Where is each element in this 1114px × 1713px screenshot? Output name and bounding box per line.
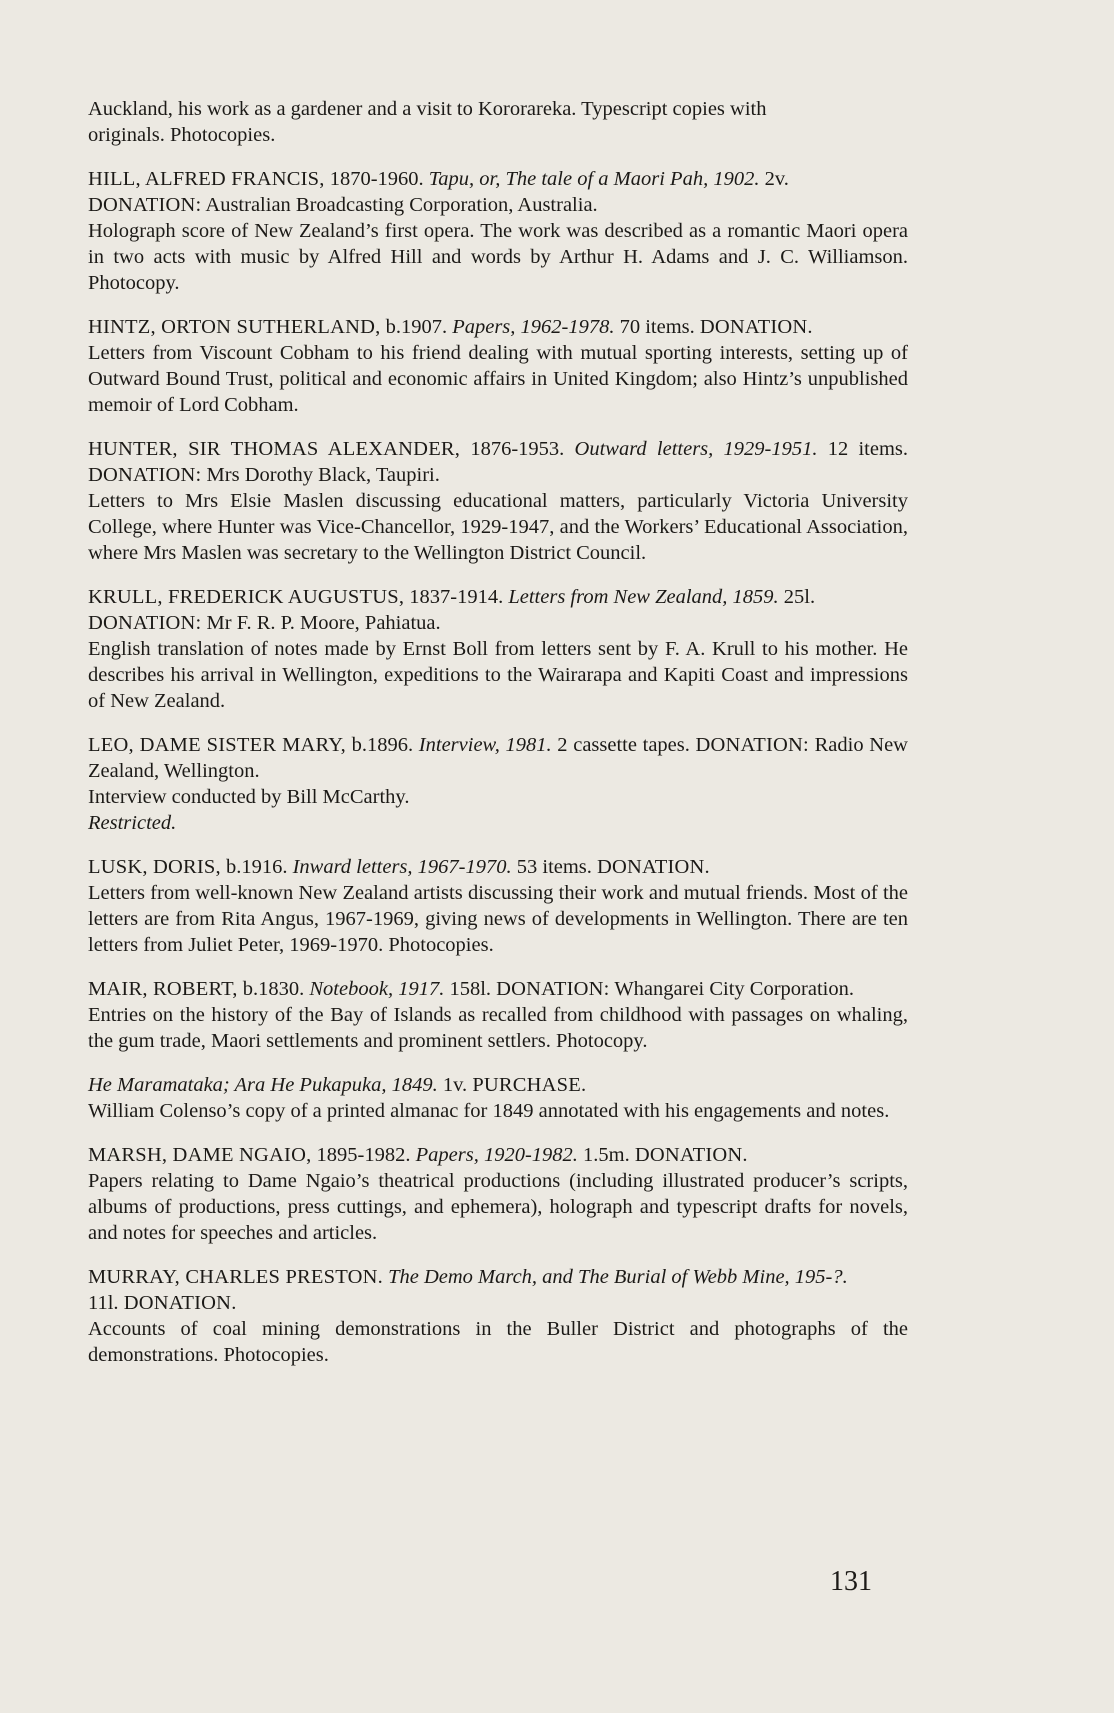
body-line: originals. Photocopies.: [88, 124, 276, 146]
entry-acquisition-label: DONATION.: [634, 1144, 748, 1166]
entry-acquisition-label: DONATION:: [695, 734, 809, 756]
entry-acquisition-text: Radio New Zealand, Wellington.: [88, 734, 908, 782]
entry-acquisition-label: DONATION.: [123, 1292, 237, 1314]
entry-acquisition-label: DONATION:: [88, 194, 202, 216]
entry-description: Letters to Mrs Elsie Maslen discussing educational matters, particularly Victoria University College, where Hunter was Vice-Chancellor, 1929-1947, and the Workers’ Educational Association, where Mrs Maslen was secretary to the Wellington District Council.: [88, 490, 908, 564]
entry-dates: 1876-1953.: [460, 438, 575, 460]
entry-description: Papers relating to Dame Ngaio’s theatrical productions (including illustrated producer’s scripts, albums of productions, press cuttings, and ephemera), holograph and typescript drafts for novels, and notes for speeches and articles.: [88, 1170, 908, 1244]
entry-description: Accounts of coal mining demonstrations in the Buller District and photographs of the demonstrations. Photocopies.: [88, 1318, 908, 1366]
entry-acquisition-label: DONATION:: [88, 612, 202, 634]
entry-name: LUSK, DORIS,: [88, 856, 221, 878]
entry-acquisition-label: DONATION:: [88, 464, 202, 486]
entry-title: He Maramataka; Ara He Pukapuka, 1849.: [88, 1074, 438, 1096]
entry-extent: 11l.: [88, 1292, 124, 1314]
entry-name: HILL, ALFRED FRANCIS,: [88, 168, 325, 190]
entry-name: MAIR, ROBERT,: [88, 978, 238, 1000]
entry-heading: [88, 1264, 908, 1316]
entry-maramataka: [88, 1072, 908, 1124]
entry-krull: [88, 584, 908, 714]
entry-dates: b.1916.: [220, 856, 293, 878]
entry-description: Entries on the history of the Bay of Islands as recalled from childhood with passages on whaling, the gum trade, Maori settlements and prominent settlers. Photocopy.: [88, 1004, 908, 1052]
entry-description: Holograph score of New Zealand’s first opera. The work was described as a romantic Maori opera in two acts with music by Alfred Hill and words by Arthur H. Adams and J. C. Williamson. Photocopy.: [88, 220, 908, 294]
entry-name: HINTZ, ORTON SUTHERLAND,: [88, 316, 381, 338]
entry-heading: [88, 436, 908, 488]
entry-extent: 158l.: [444, 978, 497, 1000]
entry-extent: 2 cassette tapes.: [551, 734, 696, 756]
body-line: Auckland, his work as a gardener and a visit to Kororareka. Typescript copies with: [88, 98, 767, 120]
entry-extent: 12 items.: [817, 438, 908, 460]
entry-acquisition-label: DONATION:: [496, 978, 610, 1000]
entry-dates: 1895-1982.: [311, 1144, 416, 1166]
entry-hunter: [88, 436, 908, 566]
entry-continuation: [88, 96, 908, 148]
entry-dates: b.1830.: [237, 978, 310, 1000]
document-page: [88, 96, 908, 1386]
entry-title: Inward letters, 1967-1970.: [292, 856, 512, 878]
entry-acquisition-text: Mrs Dorothy Black, Taupiri.: [201, 464, 440, 486]
entry-heading: [88, 314, 908, 340]
entry-heading: [88, 166, 908, 218]
entry-acquisition-label: PURCHASE.: [472, 1074, 587, 1096]
entry-name: MARSH, DAME NGAIO,: [88, 1144, 312, 1166]
entry-title: Letters from New Zealand, 1859.: [508, 586, 779, 608]
entry-description: English translation of notes made by Ernst Boll from letters sent by F. A. Krull to his mother. He describes his arrival in Wellington, expeditions to the Wairarapa and Kapiti Coast and impressions of New Zealand.: [88, 638, 908, 712]
entry-leo: [88, 732, 908, 836]
entry-extent: 2v.: [759, 168, 789, 190]
entry-title: Notebook, 1917.: [309, 978, 445, 1000]
entry-acquisition-text: Whangarei City Corporation.: [609, 978, 854, 1000]
entry-acquisition-text: Mr F. R. P. Moore, Pahiatua.: [201, 612, 441, 634]
entry-hill: [88, 166, 908, 296]
entry-name: LEO, DAME SISTER MARY,: [88, 734, 346, 756]
entry-title: Papers, 1962-1978.: [452, 316, 615, 338]
entry-extent: 53 items.: [511, 856, 598, 878]
entry-dates: 1837-1914.: [404, 586, 509, 608]
entry-name: HUNTER, SIR THOMAS ALEXANDER,: [88, 438, 461, 460]
entry-dates: b.1907.: [380, 316, 453, 338]
entry-heading: [88, 854, 908, 880]
entry-title: Papers, 1920-1982.: [415, 1144, 578, 1166]
entry-murray: [88, 1264, 908, 1368]
entry-name: MURRAY, CHARLES PRESTON.: [88, 1266, 383, 1288]
entry-extent: 1v.: [437, 1074, 473, 1096]
entry-marsh: [88, 1142, 908, 1246]
entry-acquisition-label: DONATION.: [699, 316, 813, 338]
entry-mair: [88, 976, 908, 1054]
entry-heading: [88, 584, 908, 636]
entry-extent: 25l.: [778, 586, 816, 608]
entry-heading: [88, 1142, 908, 1168]
entry-description: Interview conducted by Bill McCarthy.: [88, 786, 410, 808]
page-number: 131: [830, 1566, 872, 1597]
entry-lusk: [88, 854, 908, 958]
entry-description: Letters from well-known New Zealand artists discussing their work and mutual friends. Most of the letters are from Rita Angus, 1967-1969, giving news of developments in Wellington. There are ten letters from Juliet Peter, 1969-1970. Photocopies.: [88, 882, 908, 956]
entry-title: Interview, 1981.: [418, 734, 552, 756]
entry-title: Outward letters, 1929-1951.: [574, 438, 818, 460]
entry-acquisition-text: Australian Broadcasting Corporation, Australia.: [201, 194, 598, 216]
entry-dates: 1870-1960.: [324, 168, 429, 190]
entry-heading: [88, 1072, 908, 1098]
entry-extent: 1.5m.: [577, 1144, 635, 1166]
entry-acquisition-label: DONATION.: [597, 856, 710, 878]
entry-heading: [88, 732, 908, 784]
entry-title: Tapu, or, The tale of a Maori Pah, 1902.: [428, 168, 760, 190]
entry-hintz: [88, 314, 908, 418]
entry-name: KRULL, FREDERICK AUGUSTUS,: [88, 586, 405, 608]
entry-heading: [88, 976, 908, 1002]
entry-dates: b.1896.: [345, 734, 419, 756]
entry-description: Letters from Viscount Cobham to his friend dealing with mutual sporting interests, setting up of Outward Bound Trust, political and economic affairs in United Kingdom; also Hintz’s unpublished memoir of Lord Cobham.: [88, 342, 908, 416]
entry-description: William Colenso’s copy of a printed almanac for 1849 annotated with his engagements and notes.: [88, 1100, 890, 1122]
entry-extent: 70 items.: [614, 316, 700, 338]
entry-title: The Demo March, and The Burial of Webb Mine, 195-?.: [388, 1266, 848, 1288]
entry-restricted-note: Restricted.: [88, 812, 177, 834]
